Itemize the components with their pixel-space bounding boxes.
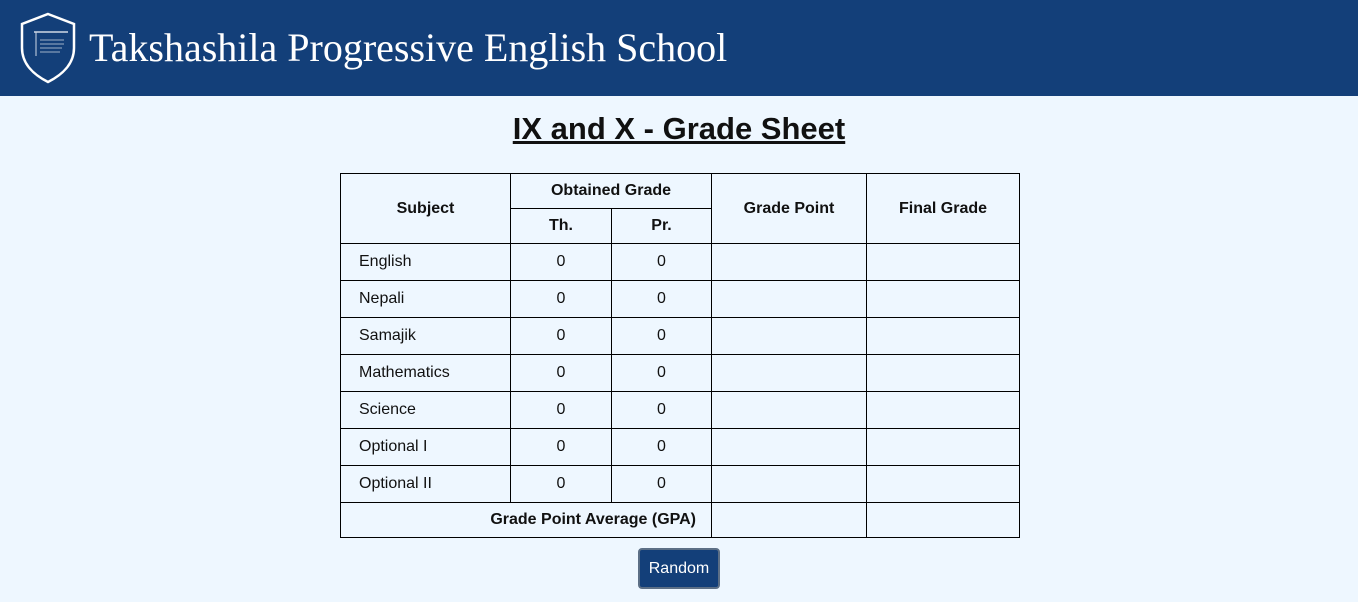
practical-grade-cell: 0 [612, 281, 712, 318]
subject-cell: Mathematics [341, 355, 511, 392]
practical-grade-cell: 0 [612, 466, 712, 503]
page-title: IX and X - Grade Sheet [512, 111, 846, 146]
practical-grade-cell: 0 [612, 392, 712, 429]
table-row [341, 392, 1020, 429]
gpa-row [341, 503, 1020, 538]
final-grade-cell [867, 466, 1020, 503]
header-grade-point: Grade Point [712, 174, 867, 244]
subject-cell: Optional I [341, 429, 511, 466]
grade-point-cell [712, 281, 867, 318]
final-grade-cell [867, 281, 1020, 318]
table-row [341, 244, 1020, 281]
subject-cell: Optional II [341, 466, 511, 503]
theory-grade-cell: 0 [511, 355, 612, 392]
gpa-grade-point-cell [712, 503, 867, 538]
table-row [341, 318, 1020, 355]
practical-grade-cell: 0 [612, 355, 712, 392]
grade-point-cell [712, 392, 867, 429]
header-subject: Subject [341, 174, 511, 244]
header-practical: Pr. [612, 209, 712, 244]
theory-grade-cell: 0 [511, 281, 612, 318]
gpa-label: Grade Point Average (GPA) [341, 503, 712, 538]
table-row [341, 429, 1020, 466]
practical-grade-cell: 0 [612, 429, 712, 466]
final-grade-cell [867, 392, 1020, 429]
grade-point-cell [712, 355, 867, 392]
theory-grade-cell: 0 [511, 392, 612, 429]
theory-grade-cell: 0 [511, 318, 612, 355]
grade-point-cell [712, 318, 867, 355]
theory-grade-cell: 0 [511, 244, 612, 281]
practical-grade-cell: 0 [612, 244, 712, 281]
shield-logo-icon [20, 12, 76, 84]
grade-point-cell [712, 429, 867, 466]
subject-cell: English [341, 244, 511, 281]
theory-grade-cell: 0 [511, 466, 612, 503]
subject-cell: Science [341, 392, 511, 429]
header-final-grade: Final Grade [867, 174, 1020, 244]
grade-point-cell [712, 244, 867, 281]
final-grade-cell [867, 318, 1020, 355]
final-grade-cell [867, 244, 1020, 281]
subject-cell: Nepali [341, 281, 511, 318]
grade-sheet-table [340, 173, 1020, 538]
table-row [341, 466, 1020, 503]
grade-point-cell [712, 466, 867, 503]
final-grade-cell [867, 355, 1020, 392]
random-button[interactable]: Random [638, 548, 720, 589]
theory-grade-cell: 0 [511, 429, 612, 466]
header-theory: Th. [511, 209, 612, 244]
header-obtained-grade: Obtained Grade [511, 174, 712, 209]
gpa-final-grade-cell [867, 503, 1020, 538]
school-name: Takshashila Progressive English School [89, 25, 728, 70]
final-grade-cell [867, 429, 1020, 466]
practical-grade-cell: 0 [612, 318, 712, 355]
site-header [0, 0, 1358, 96]
table-row [341, 281, 1020, 318]
subject-cell: Samajik [341, 318, 511, 355]
table-row [341, 355, 1020, 392]
